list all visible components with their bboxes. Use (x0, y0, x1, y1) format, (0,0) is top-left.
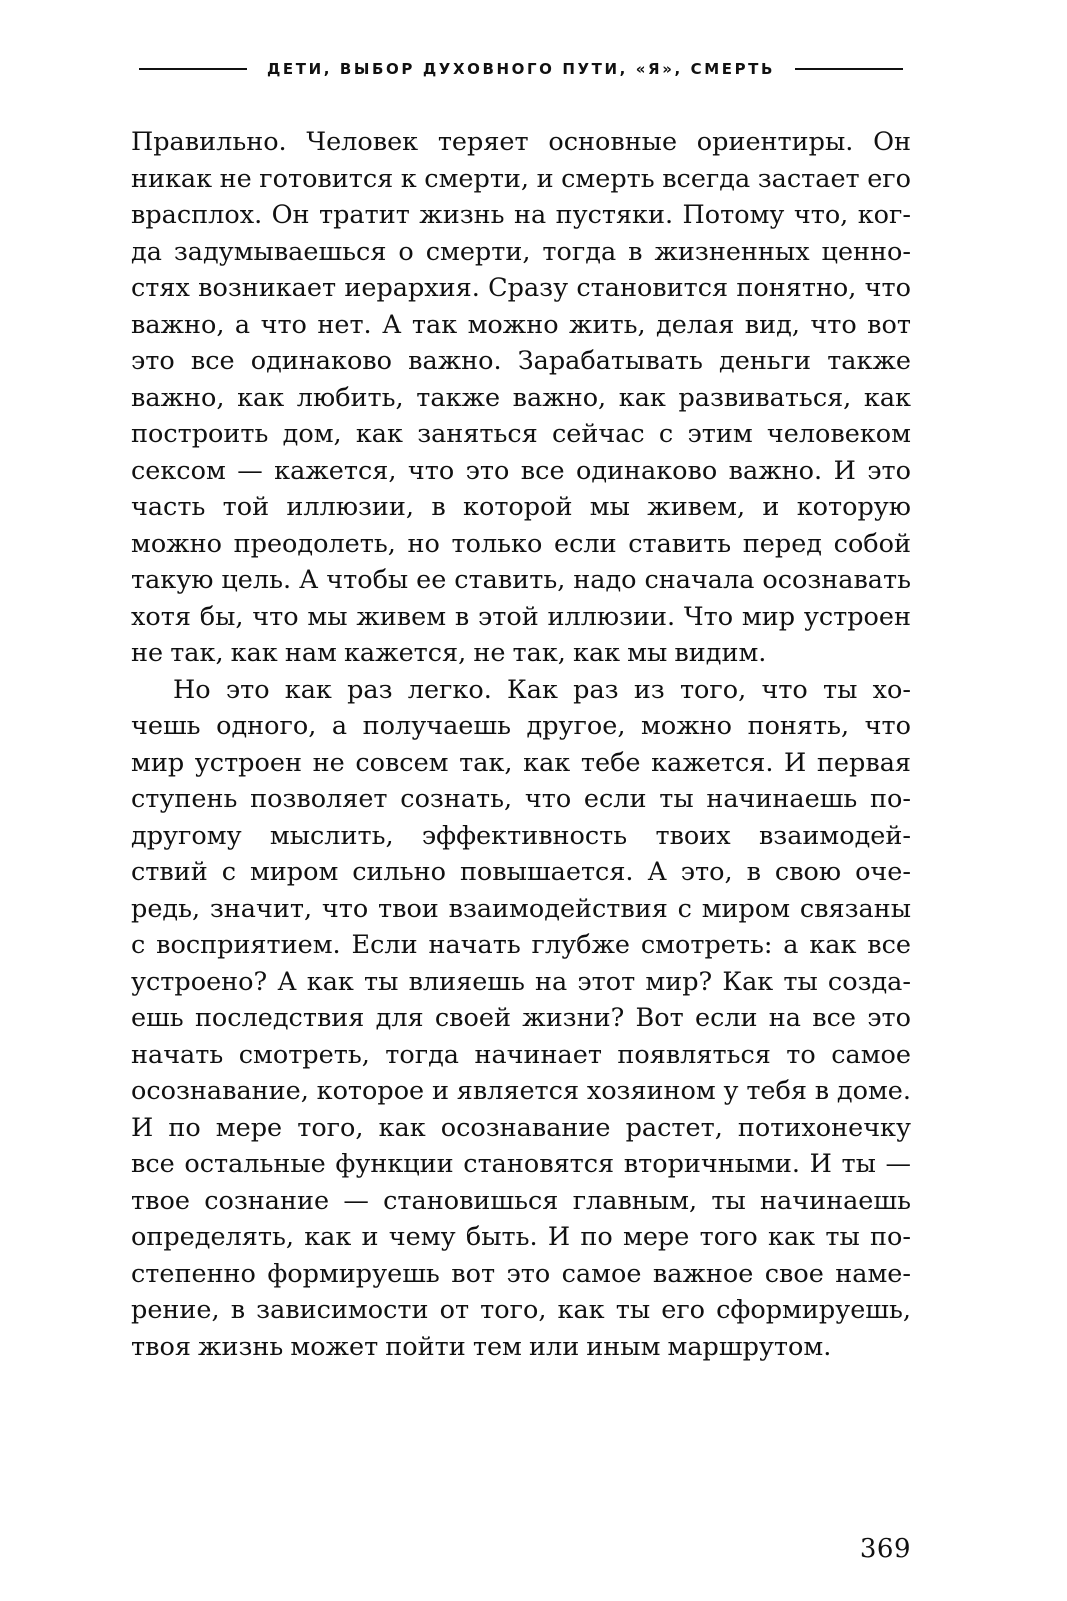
text-line: ешь последствия для своей жизни? Вот если на все это (131, 1003, 911, 1033)
text-line: никак не готовится к смерти, и смерть всегда застает его (131, 163, 911, 194)
text-line: И по мере того, как осознавание растет, потихонечку (131, 1112, 911, 1143)
text-line: часть той иллюзии, в которой мы живем, и которую (131, 492, 911, 522)
text-line: устроено? А как ты влияешь на этот мир? Как ты созда- (131, 966, 911, 997)
text-line: важно, как любить, также важно, как развиваться, как (131, 382, 911, 413)
text-line: мир устроен не совсем так, как тебе кажется. И первая (131, 747, 911, 778)
text-line: можно преодолеть, но только если ставить перед собой (131, 528, 911, 559)
text-line: да задумываешься о смерти, тогда в жизненных ценно- (131, 236, 911, 267)
text-line: ступень позволяет сознать, что если ты начинаешь по- (131, 784, 911, 814)
text-line: начать смотреть, тогда начинает появляться то самое (131, 1039, 911, 1070)
text-line: редь, значит, что твои взаимодействия с миром связаны (131, 893, 911, 924)
text-line: важно, а что нет. А так можно жить, делая вид, что вот (131, 309, 911, 340)
text-line: сексом — кажется, что это все одинаково важно. И это (131, 455, 911, 486)
running-head-rule-left (139, 68, 247, 70)
text-line: чешь одного, а получаешь другое, можно понять, что (131, 711, 911, 741)
running-head-rule-right (795, 68, 903, 70)
text-line: осознавание, которое и является хозяином у тебя в доме. (131, 1076, 911, 1106)
text-line: хотя бы, что мы живем в этой иллюзии. Что мир устроен (131, 601, 911, 632)
text-line: это все одинаково важно. Зарабатывать деньги также (131, 346, 911, 376)
text-line: твое сознание — становишься главным, ты начинаешь (131, 1185, 911, 1216)
text-line: твоя жизнь может пойти тем или иным маршрутом. (131, 1331, 832, 1362)
page-number: 369 (859, 1534, 911, 1564)
paragraph-1 (131, 124, 911, 672)
text-line: с восприятием. Если начать глубже смотреть: а как все (131, 930, 911, 960)
text-line: построить дом, как заняться сейчас с этим человеком (131, 419, 911, 449)
body-text (131, 124, 911, 1365)
running-head-title: ДЕТИ, ВЫБОР ДУХОВНОГО ПУТИ, «Я», СМЕРТЬ (266, 60, 776, 78)
text-line: стях возникает иерархия. Сразу становится понятно, что (131, 273, 911, 303)
text-line: другому мыслить, эффективность твоих взаимодей- (131, 820, 911, 851)
text-line: Правильно. Человек теряет основные ориентиры. Он (131, 127, 911, 157)
text-line: ствий с миром сильно повышается. А это, в свою оче- (131, 857, 911, 887)
running-head (131, 60, 911, 78)
text-line: все остальные функции становятся вторичными. И ты — (131, 1149, 911, 1179)
text-line: не так, как нам кажется, не так, как мы видим. (131, 638, 767, 668)
text-line: такую цель. А чтобы ее ставить, надо сначала осознавать (131, 565, 911, 595)
text-line: степенно формируешь вот это самое важное свое наме- (131, 1258, 911, 1289)
text-line: определять, как и чему быть. И по мере того как ты по- (131, 1222, 911, 1252)
paragraph-2 (131, 672, 911, 1366)
text-line: рение, в зависимости от того, как ты его сформируешь, (131, 1295, 911, 1325)
text-line: Но это как раз легко. Как раз из того, что ты хо- (173, 674, 911, 705)
text-line: врасплох. Он тратит жизнь на пустяки. Потому что, ког- (131, 200, 911, 230)
